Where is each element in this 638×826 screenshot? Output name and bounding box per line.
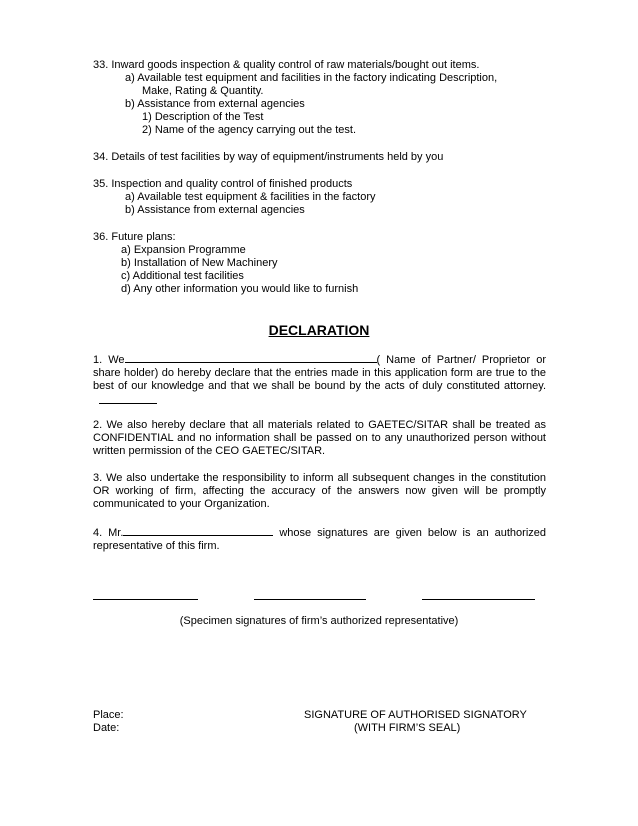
specimen-caption: (Specimen signatures of firm’s authorized representative) xyxy=(179,615,459,627)
item-33-b1: 1) Description of the Test xyxy=(142,111,264,123)
item-33-b: b) Assistance from external agencies xyxy=(125,98,305,110)
specimen-signature-line-3[interactable] xyxy=(422,599,535,600)
item-36-title: 36. Future plans: xyxy=(93,231,176,243)
representative-name-blank[interactable] xyxy=(123,525,273,536)
seal-label: (WITH FIRM’S SEAL) xyxy=(354,722,461,734)
signature-label: SIGNATURE OF AUTHORISED SIGNATORY xyxy=(304,709,527,721)
declaration-paragraph-2: 2. We also hereby declare that all materials related to GAETEC/SITAR shall be treated as CONFIDENTIAL and no information shall be passed on to any unauthorized person without written permission of the CEO GAETEC/SITAR. xyxy=(93,419,546,457)
declaration-paragraph-3: 3. We also undertake the responsibility to inform all subsequent changes in the constitution OR working of firm, affecting the accuracy of the answers now given will be promptly communicated to your Organization. xyxy=(93,472,546,510)
declaration-heading: DECLARATION xyxy=(268,322,370,338)
item-34-title: 34. Details of test facilities by way of equipment/instruments held by you xyxy=(93,151,444,163)
item-33-b2: 2) Name of the agency carrying out the test. xyxy=(142,124,357,136)
item-35-b: b) Assistance from external agencies xyxy=(125,204,305,216)
date-label: Date: xyxy=(93,722,120,734)
paragraph-1-lead: 1. We xyxy=(93,354,125,366)
item-36-a: a) Expansion Programme xyxy=(121,244,246,256)
specimen-signature-line-1[interactable] xyxy=(93,599,198,600)
item-36-c: c) Additional test facilities xyxy=(121,270,244,282)
declaration-paragraph-1 xyxy=(93,352,546,408)
attorney-blank[interactable] xyxy=(99,393,157,404)
paragraph-4-lead: 4. Mr. xyxy=(93,527,124,539)
item-33-a: a) Available test equipment and facilities in the factory indicating Description, xyxy=(125,72,498,84)
specimen-signature-line-2[interactable] xyxy=(254,599,366,600)
item-36-d: d) Any other information you would like to furnish xyxy=(121,283,359,295)
paragraph-1-text: ( Name of Partner/ Proprietor or share holder) do hereby declare that the entries made in this application form are true to the best of our knowledge and that we shall be bound by the acts of duly constituted attorney. xyxy=(93,354,546,392)
item-36-b: b) Installation of New Machinery xyxy=(121,257,278,269)
place-label: Place: xyxy=(93,709,124,721)
item-35-title: 35. Inspection and quality control of finished products xyxy=(93,178,353,190)
item-33-title: 33. Inward goods inspection & quality control of raw materials/bought out items. xyxy=(93,59,480,71)
item-33-a-cont: Make, Rating & Quantity. xyxy=(142,85,264,97)
declaration-paragraph-4 xyxy=(93,525,546,553)
item-35-a: a) Available test equipment & facilities in the factory xyxy=(125,191,376,203)
paragraph-4-text: whose signatures are given below is an authorized representative of this firm. xyxy=(93,527,546,552)
partner-name-blank[interactable] xyxy=(125,352,377,363)
